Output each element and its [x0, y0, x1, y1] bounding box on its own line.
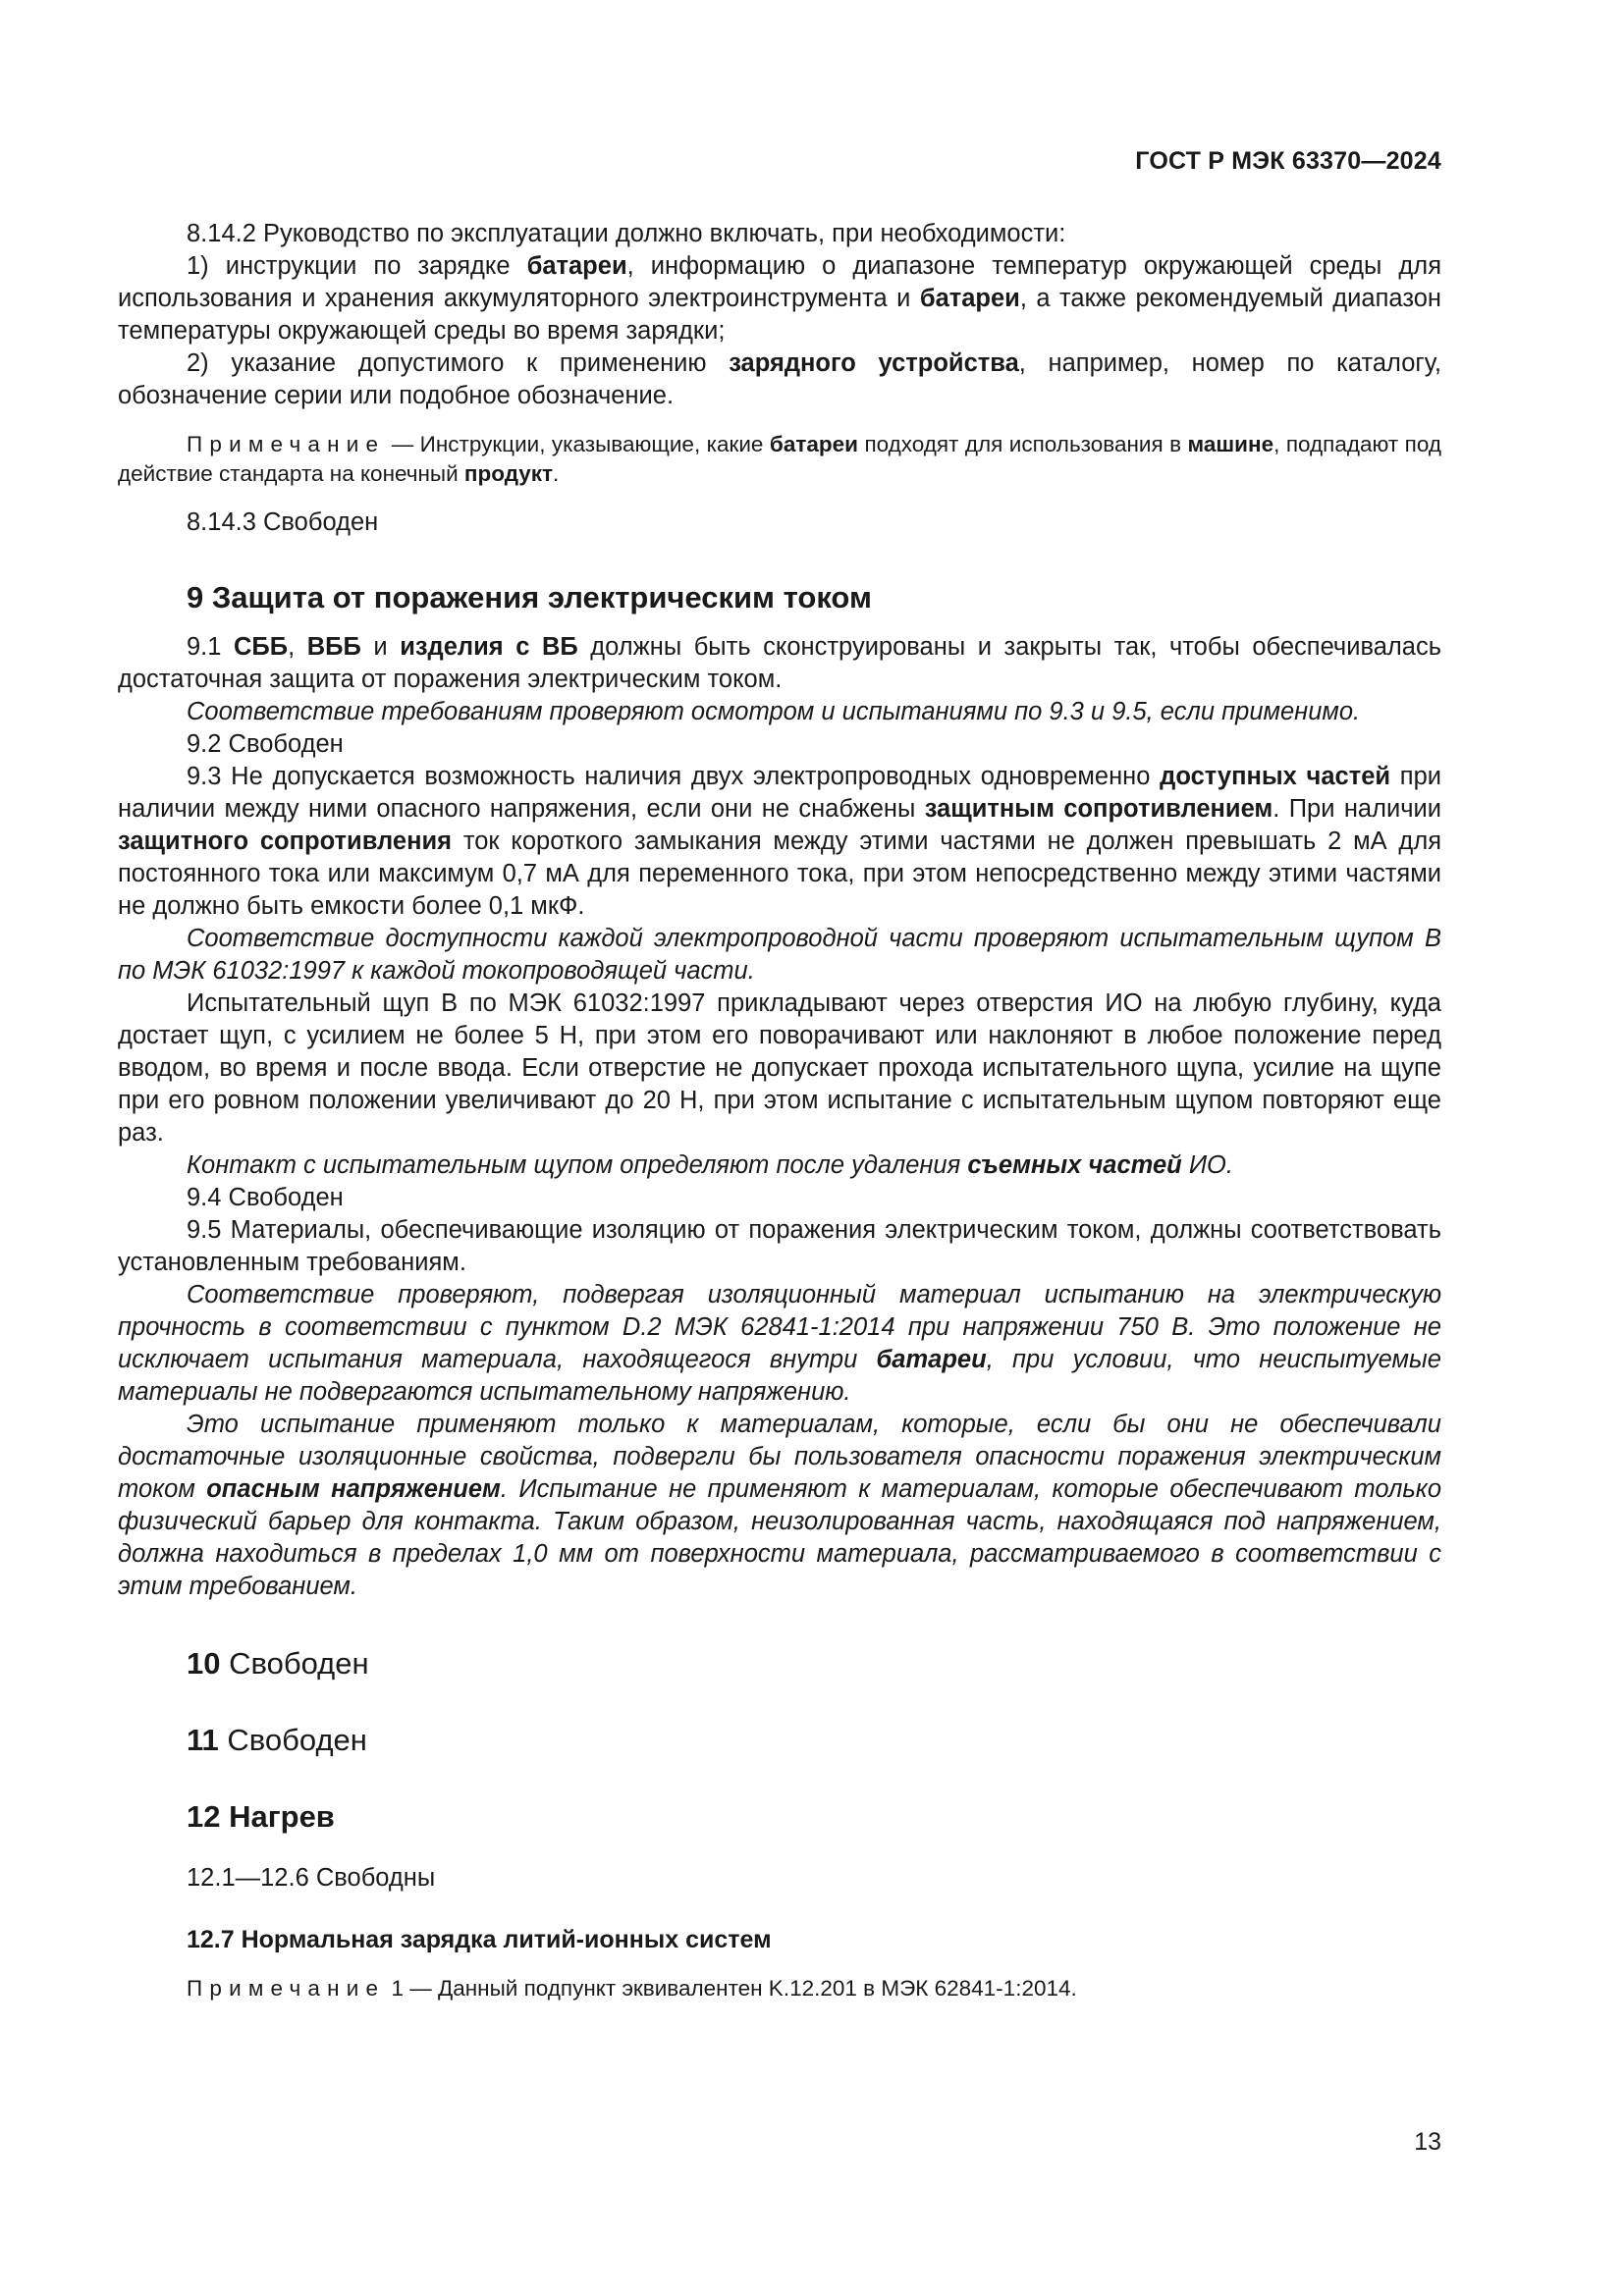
- section-12-heading: 12 Нагрев: [187, 1799, 335, 1834]
- clause-8-14-2-intro: 8.14.2 Руководство по эксплуатации должно включать, при необходимости:: [187, 220, 1066, 247]
- clause-9-3: 9.3 Не допускается возможность наличия двух электропроводных одновременно доступных частей при наличии между ними опасного напряжения, если они не снабжены защитным сопротивлением. При наличии защитного сопротивления ток короткого замыкания между этими частями не должен превышать 2 мА для постоянного тока или максимум 0,7 мА для переменного тока, при этом непосредственно между этими частями не должно быть емкости более 0,1 мкФ.: [118, 763, 1442, 920]
- clause-9-3-probe: Испытательный щуп B по МЭК 61032:1997 прикладывают через отверстия ИО на любую глубину, куда достает щуп, с усилием не более 5 Н, при этом его поворачивают или наклоняют в любое положение перед вводом, во время и после ввода. Если отверстие не допускает прохода испытательного щупа, усилие на щупе при его ровном положении увеличивают до 20 Н, при этом испытание с испытательным щупом повторяют еще раз.: [118, 989, 1441, 1147]
- clause-9-3-check: Соответствие доступности каждой электропроводной части проверяют испытательным щупом B по МЭК 61032:1997 к каждой токопроводящей части.: [118, 925, 1441, 985]
- clause-9-5: 9.5 Материалы, обеспечивающие изоляцию от поражения электрическим током, должны соответствовать установленным требованиям.: [118, 1216, 1441, 1276]
- document-code-header: ГОСТ Р МЭК 63370—2024: [1135, 147, 1441, 175]
- note-label: Примечание: [187, 1976, 386, 2001]
- clause-9-5-apply: Это испытание применяют только к материалам, которые, если бы они не обеспечивали достаточные изоляционные свойства, подвергли бы пользователя опасности поражения электрическим током опасным напряжением. Испытание не применяют к материалам, которые обеспечивают только физический барьер для контакта. Таким образом, неизолированная часть, находящаяся под напряжением, должна находиться в пределах 1,0 мм от поверхности материала, рассматриваемого в соответствии с этим требованием.: [118, 1411, 1441, 1600]
- clause-9-5-check: Соответствие проверяют, подвергая изоляционный материал испытанию на электрическую прочность в соответствии с пунктом D.2 МЭК 62841-1:2014 при напряжении 750 В. Это положение не исключает испытания материала, находящегося внутри батареи, при условии, что неиспытуемые материалы не подвергаются испытательному напряжению.: [118, 1281, 1441, 1406]
- note-8-14-2: Примечание — Инструкции, указывающие, какие батареи подходят для использования в машине, подпадают под действие стандарта на конечный продукт.: [118, 432, 1441, 486]
- section-9-heading: 9 Защита от поражения электрическим током: [187, 580, 872, 614]
- note-label: Примечание: [187, 432, 386, 456]
- clause-9-1: 9.1 СББ, ВББ и изделия с ВБ должны быть сконструированы и закрыты так, чтобы обеспечивалась достаточная защита от поражения электрическим током.: [118, 633, 1441, 693]
- clause-12-1-12-6: 12.1—12.6 Свободны: [187, 1864, 436, 1892]
- note-12-7: Примечание 1 — Данный подпункт эквивалентен K.12.201 в МЭК 62841-1:2014.: [187, 1976, 1077, 2001]
- clause-8-14-2-item-1: 1) инструкции по зарядке батареи, информацию о диапазоне температур окружающей среды для использования и хранения аккумуляторного электроинструмента и батареи, а также рекомендуемый диапазон температуры окружающей среды во время зарядки;: [118, 252, 1441, 345]
- clause-9-1-check: Соответствие требованиям проверяют осмотром и испытаниями по 9.3 и 9.5, если применимо.: [187, 698, 1361, 725]
- page-number: 13: [1414, 2128, 1441, 2156]
- clause-8-14-2-item-2: 2) указание допустимого к применению зарядного устройства, например, номер по каталогу, обозначение серии или подобное обозначение.: [118, 349, 1441, 409]
- section-10-heading: 10 Свободен: [187, 1646, 369, 1681]
- section-11-heading: 11 Свободен: [187, 1723, 367, 1757]
- clause-8-14-3: 8.14.3 Свободен: [187, 508, 379, 536]
- page-content: [118, 218, 1441, 2003]
- clause-9-2: 9.2 Свободен: [187, 730, 344, 758]
- clause-9-4: 9.4 Свободен: [187, 1184, 344, 1211]
- subclause-12-7-heading: 12.7 Нормальная зарядка литий-ионных систем: [187, 1926, 772, 1953]
- clause-9-3-contact: Контакт с испытательным щупом определяют после удаления съемных частей ИО.: [187, 1151, 1233, 1179]
